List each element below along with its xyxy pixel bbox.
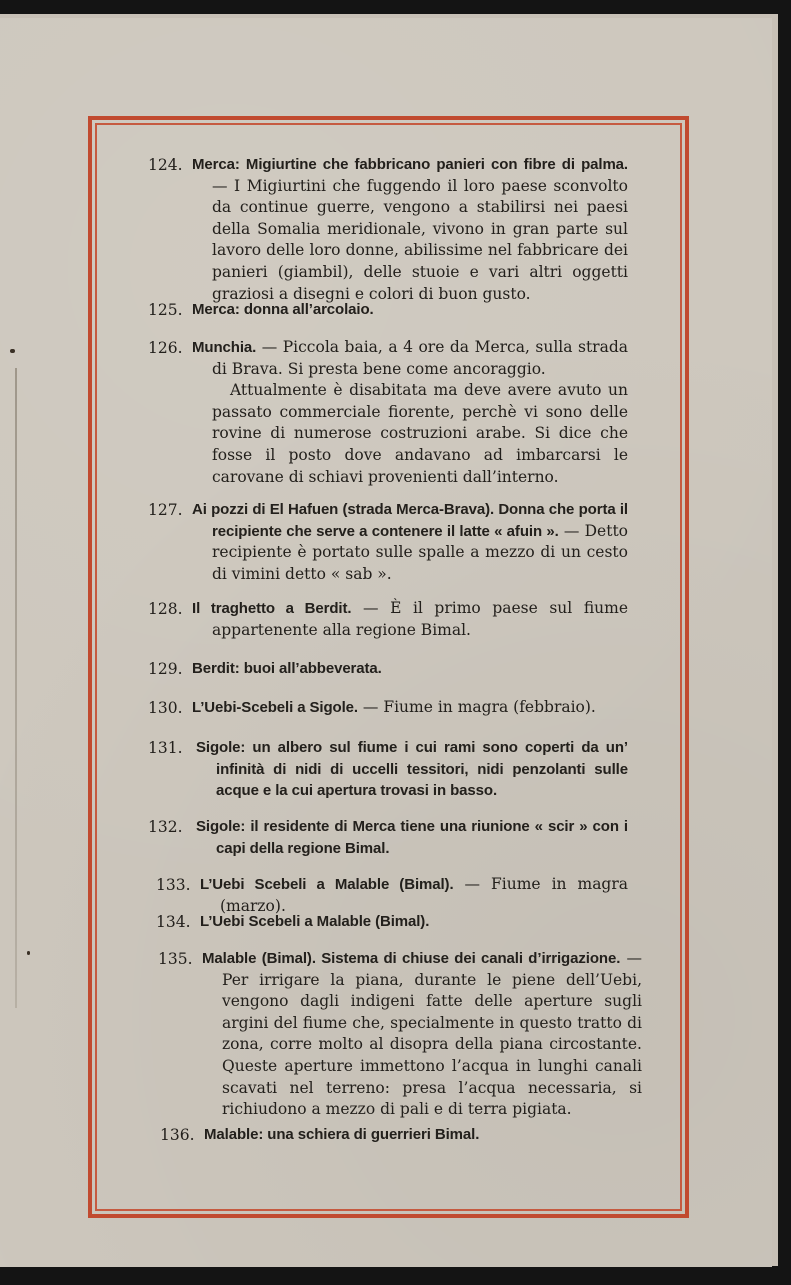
caption-entry-127 [148, 499, 628, 585]
entry-separator: — [212, 176, 235, 195]
entry-title: L’Uebi Scebeli a Malable (Bimal). [200, 876, 454, 893]
caption-entry-129 [148, 658, 382, 680]
entry-title: Il traghetto a Berdit. [192, 600, 352, 617]
entry-number: 131. [148, 739, 183, 757]
binding-gutter-line [15, 368, 17, 1008]
caption-entry-135 [158, 948, 642, 1121]
entry-body: Piccola baia, a 4 ore da Merca, sulla strada di Brava. Si presta bene come ancoraggio. [212, 338, 628, 378]
entry-number: 135. [158, 950, 193, 968]
entry-number: 133. [156, 876, 191, 894]
entry-title: L’Uebi-Scebeli a Sigole. [192, 699, 358, 716]
caption-entry-136 [160, 1124, 479, 1146]
entry-number: 128. [148, 600, 183, 618]
entry-title: Sigole: un albero sul fiume i cui rami sono coperti da un’ infinità di nidi di uccelli tessitori, nidi penzolanti sulle acque e la cui apertura trovasi in basso. [196, 739, 628, 800]
entry-body: I Migiurtini che fuggendo il loro paese sconvolto da continue guerre, vengono a stabilirsi nei paesi della Somalia meridionale, vivono in gran parte sul lavoro delle loro donne, abilissime nel fabbricare dei panieri (giambil), delle stuoie e vari altri oggetti graziosi a disegni e colori di buon gusto. [212, 176, 628, 303]
entry-body: Per irrigare la piana, durante le piene dell’Uebi, vengono dagli indigeni fatte delle aperture sugli argini del fiume che, specialmente in questo tratto di zona, corre molto al disopra della piana circostante. Queste aperture immettono l’acqua in lunghi canali scavati nel terreno: presa l’acqua necessaria, si richiudono a mezzo di pali e di terra pigiata. [222, 970, 642, 1119]
entry-number: 125. [148, 301, 183, 319]
entry-body: Detto recipiente è portato sulle spalle a mezzo di un cesto di vimini detto « sab ». [212, 521, 628, 583]
entry-title: Merca: Migiurtine che fabbricano panieri con fibre di palma. [192, 156, 628, 173]
entry-separator: — [351, 599, 391, 617]
entry-separator: — [453, 875, 492, 893]
binding-mark [10, 349, 15, 353]
caption-entry-131 [148, 737, 628, 802]
entry-title: L’Uebi Scebeli a Malable (Bimal). [200, 913, 430, 930]
caption-entry-128 [148, 598, 628, 641]
entry-title: Malable: una schiera di guerrieri Bimal. [204, 1126, 480, 1143]
entry-separator: — [620, 949, 642, 967]
entry-title: Munchia. [192, 339, 257, 356]
caption-entry-132 [148, 816, 628, 859]
entry-number: 126. [148, 339, 183, 357]
entry-number: 130. [148, 699, 183, 717]
entry-number: 132. [148, 818, 183, 836]
caption-entry-124 [148, 154, 628, 305]
entry-body: Fiume in magra (febbraio). [383, 698, 596, 716]
entry-separator: — [558, 521, 585, 540]
caption-entry-126 [148, 337, 628, 488]
caption-entry-130 [148, 697, 596, 719]
entry-number: 124. [148, 156, 183, 174]
entry-number: 127. [148, 501, 183, 519]
caption-entry-134 [156, 911, 429, 933]
entry-separator: — [256, 338, 283, 356]
entry-title: Merca: donna all’arcolaio. [192, 301, 374, 318]
binding-mark [27, 951, 30, 955]
entry-number: 129. [148, 660, 183, 678]
entry-body: Fiume in magra (marzo). [220, 875, 629, 915]
entry-title: Ai pozzi di El Hafuen (strada Merca-Brava). Donna che porta il recipiente che serve a contenere il latte « afuin ». [192, 501, 628, 540]
caption-entry-125 [148, 299, 374, 321]
entry-body: È il primo paese sul fiume appartenente alla regione Bimal. [212, 599, 629, 639]
entry-title: Berdit: buoi all’abbeverata. [192, 660, 382, 677]
entry-number: 136. [160, 1126, 195, 1144]
entry-separator: — [357, 698, 384, 716]
entry-body-paragraph-2: Attualmente è disabitata ma deve avere avuto un passato commerciale fiorente, perchè vi sono delle rovine di numerose costruzioni arabe. Si dice che fosse il posto dove andavano ad imbarcarsi le carovane di schiavi provenienti dall’interno. [212, 381, 628, 486]
entry-title: Sigole: il residente di Merca tiene una riunione « scir » con i capi della regione Bimal. [196, 818, 628, 857]
entry-title: Malable (Bimal). Sistema di chiuse dei canali d’irrigazione. [202, 950, 621, 967]
entry-number: 134. [156, 913, 191, 931]
